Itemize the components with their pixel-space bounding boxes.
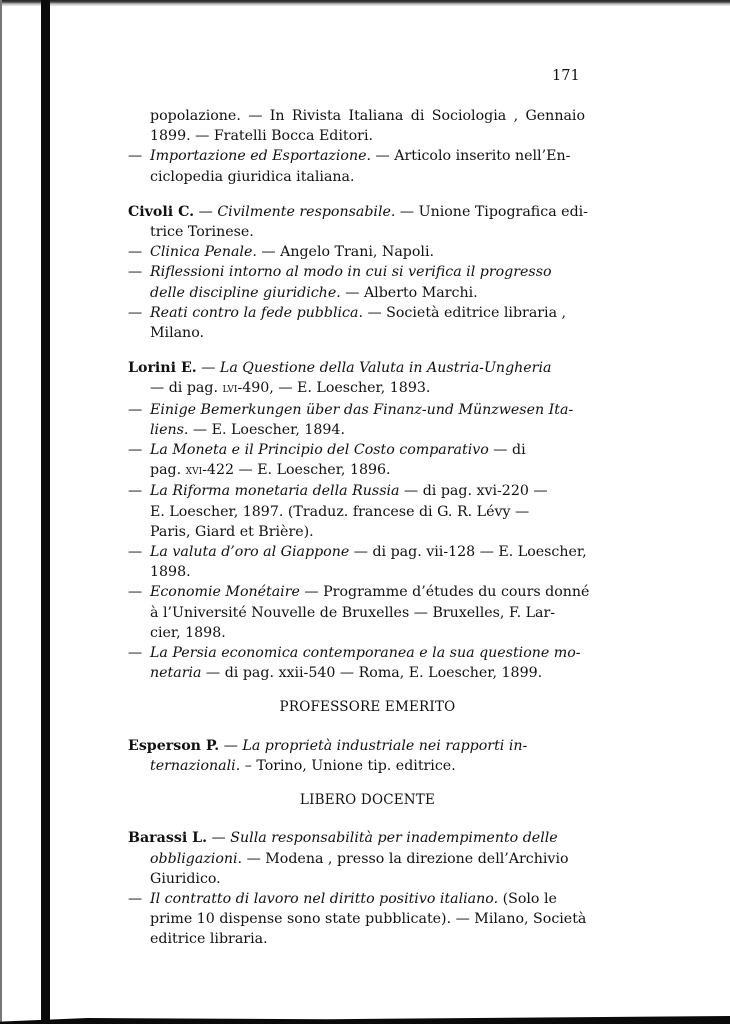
work-title: La proprietà industriale nei rapporti in- bbox=[242, 737, 528, 754]
author-name: Esperson P. bbox=[128, 737, 220, 754]
spacer bbox=[150, 187, 585, 202]
page-number: 171 bbox=[552, 68, 580, 84]
scan-bottom-edge bbox=[0, 1016, 730, 1024]
work-title: Reati contro la fede pubblica. bbox=[150, 304, 363, 321]
spacer bbox=[150, 343, 585, 358]
section-heading-professore-emerito: PROFESSORE EMERITO bbox=[279, 699, 456, 716]
text-line: — Importazione ed Esportazione. — Articolo inserito nell’En- bbox=[128, 148, 571, 165]
work-title: Civilmente responsabile. bbox=[217, 203, 396, 220]
work-title: La valuta d’oro al Giappone bbox=[150, 544, 350, 561]
work-title: La Persia economica contemporanea e la sua questione mo- bbox=[150, 645, 581, 662]
author-name: Civoli C. bbox=[128, 203, 195, 220]
work-title: Il contratto di lavoro nel diritto positivo italiano. bbox=[150, 890, 499, 907]
work-title: Economie Monétaire bbox=[150, 584, 300, 601]
work-title: Riflessioni intorno al modo in cui si verifica il progresso bbox=[150, 264, 552, 281]
text-line: popolazione. — In Rivista Italiana di Sociologia , Gennaio bbox=[150, 108, 585, 124]
spacer bbox=[150, 718, 585, 736]
continued-entry bbox=[128, 106, 585, 187]
author-entry-civoli: Civoli C. — Civilmente responsabile. — Unione Tipografica edi- trice Torinese. — Clinica Penale. — Angelo Trani, Napoli. — Riflessioni intorno al modo in cui si verifica il progresso delle discipline giuridiche. — Alberto Marchi. — Reati contro la fede pubblica. — Società editrice libraria , Milano. bbox=[128, 203, 588, 342]
spacer bbox=[150, 683, 585, 697]
scan-left-frame bbox=[0, 0, 2, 1024]
author-entry-lorini: Lorini E. — La Questione della Valuta in Austria-Ungheria — di pag. lvi-490, — E. Loescher, 1893. — Einige Bemerkungen über das Finanz-und Münzwesen Ita- liens. — E. Loescher, 1894. — La Moneta e il Principio del Costo comparativo — di pag. xvi-422 — E. Loescher, 1896. — La Riforma monetaria della Russia — di pag. xvi-220 — E. Loescher, 1897. (Traduz. francese di G. R. Lévy — Paris, Giard et Brière). — La valuta d’oro al Giappone — di pag. vii-128 — E. Loescher, 1898. — Economie Monétaire — Programme d’études du cours donné à l’Université Nouvelle de Bruxelles — Bruxelles, F. Lar- cier, 1898. — La Persia economica contemporanea e la sua questione mo- netaria — di pag. xxii-540 — Roma, E. Loescher, 1899. bbox=[128, 360, 590, 682]
text-line: 1899. — Fratelli Bocca Editori. bbox=[150, 128, 374, 145]
bibliography-text bbox=[128, 106, 590, 950]
work-title: La Riforma monetaria della Russia bbox=[150, 483, 400, 500]
scan-top-edge bbox=[0, 0, 730, 6]
author-entry-barassi: Barassi L. — Sulla responsabilità per inadempimento delle obbligazioni. — Modena , presso la direzione dell’Archivio Giuridico. — Il contratto di lavoro nel diritto positivo italiano. (Solo le prime 10 dispense sono state pubblicate). — Milano, Società editrice libraria. bbox=[128, 830, 587, 948]
work-title: La Moneta e il Principio del Costo comparativo bbox=[150, 442, 489, 459]
work-title: Einige Bemerkungen über das Finanz-und Münzwesen Ita- bbox=[150, 401, 574, 418]
work-title: La Questione della Valuta in Austria-Ungheria bbox=[219, 360, 552, 377]
author-name: Lorini E. bbox=[128, 360, 197, 377]
work-title: Importazione ed Esportazione. bbox=[150, 148, 372, 165]
work-title: Clinica Penale. bbox=[150, 244, 257, 261]
section-heading-libero-docente: LIBERO DOCENTE bbox=[299, 792, 436, 809]
text-line: ciclopedia giuridica italiana. bbox=[150, 168, 355, 185]
book-binding-shadow bbox=[41, 0, 50, 1024]
author-entry-esperson: Esperson P. — La proprietà industriale nei rapporti in- ternazionali. – Torino, Unione tip. editrice. bbox=[128, 737, 528, 774]
author-name: Barassi L. bbox=[128, 830, 208, 847]
spacer bbox=[150, 810, 585, 828]
work-title: Sulla responsabilità per inadempimento delle bbox=[230, 830, 558, 847]
spacer bbox=[150, 776, 585, 790]
